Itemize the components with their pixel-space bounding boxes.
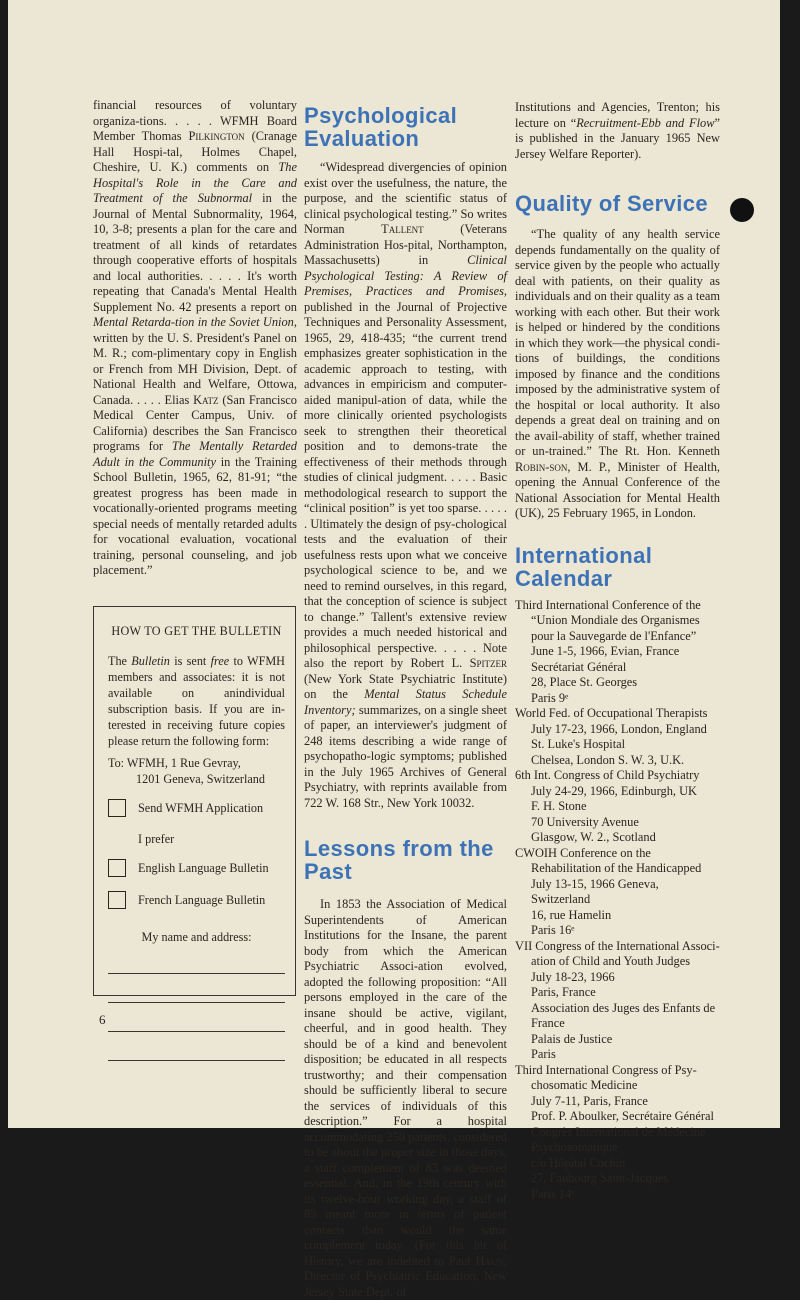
calendar-event-detail: Paris, France [531, 985, 596, 999]
option-label: French Language Bulletin [138, 893, 266, 907]
quality-text: “The quality of any health service depends fundamentally on the quality of service given by the people who actually deal with patients, on their quality as individuals and on their quality as a team working with each other. But their work is helped or hindered by the conditions in which they work—the physical condi-tions of buildings, the conditions imposed by finance and the conditions imposed by the administrative system of the hospital or local authority. It also depends a great deal on training and on the avail-ability of staff, whether trained or un-trained.” The Rt. Hon. Kenneth Robin-son, M. P., Minister of Health, opening the Annual Conference of the National Association for Mental Health (UK), 25 February 1965, in London. [515, 227, 720, 520]
calendar-event-detail: 28, Place St. Georges [531, 675, 638, 689]
calendar-event-detail: Glasgow, W. 2., Scotland [531, 830, 656, 844]
heading-international-calendar: International Calendar [515, 542, 653, 591]
heading-psychological-evaluation: Psychological Evaluation [304, 103, 458, 151]
form-name-prompt: My name and address: [141, 930, 252, 944]
calendar-event-detail: July 7-11, Paris, France [531, 1093, 648, 1108]
calendar-event [515, 706, 720, 768]
checkbox-french-bulletin[interactable] [108, 891, 126, 909]
calendar-list [515, 598, 720, 1203]
option-english-bulletin[interactable] [108, 857, 285, 879]
calendar-event-detail: Paris 9ᵉ [531, 690, 569, 705]
calendar-event-detail: Paris 14ᵉ [531, 1186, 575, 1201]
calendar-event-detail: c/o Hôpital Cochin [531, 1155, 626, 1170]
checkbox-english-bulletin[interactable] [108, 859, 126, 877]
calendar-event-detail: Congrès International de Médecine [531, 1124, 706, 1139]
form-intro: The Bulletin is sent free to WFMH members and associates: it is not available on anindividual subscription basis. If you are in-terested in receiving future copies please return the following form: [108, 654, 285, 748]
form-address: 1201 Geneva, Switzerland [136, 772, 265, 786]
column-middle [304, 104, 507, 1300]
address-line[interactable] [108, 1003, 285, 1032]
form-to-line: To: WFMH, 1 Rue Gevray, [108, 756, 241, 770]
calendar-event-detail: Association des Juges des Enfants de France [531, 1000, 716, 1030]
page-sheet [8, 0, 780, 1299]
page-number: 6 [99, 1012, 106, 1027]
column-left [93, 98, 297, 579]
calendar-event-detail: St. Luke's Hospital [531, 737, 626, 751]
option-label: English Language Bulletin [138, 861, 269, 875]
calendar-event-title: Third International Conference of the “Union Mondiale des Organismes pour la Sauvegarde de l'Enfance” [515, 597, 701, 643]
calendar-event-detail: Palais de Justice [531, 1031, 613, 1046]
calendar-event [515, 939, 720, 1063]
calendar-event-detail: 70 University Avenue [531, 814, 639, 829]
calendar-event-title: VII Congress of the International Associ-ation of Child and Youth Judges [515, 938, 720, 968]
checkbox-send-application[interactable] [108, 799, 126, 817]
address-line[interactable] [108, 1032, 285, 1061]
calendar-event-detail: Psychosomatique [531, 1140, 618, 1154]
bulletin-subscription-form [93, 606, 296, 996]
calendar-event-detail: Chelsea, London S. W. 3, U.K. [531, 752, 685, 767]
heading-lessons-from-the-past: Lessons from the Past [304, 836, 494, 884]
form-title: HOW TO GET THE BULLETIN [111, 624, 282, 638]
calendar-event-detail: July 18-23, 1966 [531, 969, 615, 984]
calendar-event-detail: July 17-23, 1966, London, England [531, 721, 707, 736]
heading-quality-of-service: Quality of Service [515, 191, 709, 216]
calendar-event-detail: Paris [531, 1047, 556, 1061]
calendar-event-detail: Prof. P. Aboulker, Secrétaire Général [531, 1109, 714, 1123]
option-french-bulletin[interactable] [108, 889, 285, 911]
calendar-event-detail: July 13-15, 1966 Geneva, Switzerland [531, 876, 659, 906]
form-prefer-label: I prefer [138, 832, 175, 846]
calendar-event-detail: July 24-29, 1966, Edinburgh, UK [531, 783, 698, 798]
address-line[interactable] [108, 974, 285, 1003]
calendar-event-detail: 27, Faubourg Saint-Jacques [531, 1171, 669, 1185]
calendar-event-detail: Paris 16ᵉ [531, 923, 575, 937]
calendar-event-title: World Fed. of Occupational Therapists [515, 706, 708, 720]
option-send-application[interactable] [108, 797, 285, 819]
calendar-event [515, 1063, 720, 1203]
article-continued-text: financial resources of voluntary organiza-tions. . . . . WFMH Board Member Thomas Pilkington (Cranage Hall Hospi-tal, Holmes Chapel, Cheshire, U. K.) comments on The Hospital's Role in the Care and Treatment of the Subnormal in the Journal of Mental Subnormality, 1964, 10, 3-8; presents a plan for the care and treatment of all kinds of retardates through cooperative efforts of hospitals and local authorities. . . . . It's worth repeating that Canada's Mental Health Supplement No. 42 presents a report on Mental Retarda-tion in the Soviet Union, written by the U. S. President's Panel on M. R.; com-plimentary copy in English or French from MH Division, Dept. of National Health and Welfare, Ottowa, Canada. . . . . Elias Katz (San Francisco Medical Center Campus, Univ. of California) describes the San Francisco programs for The Mentally Retarded Adult in the Community in the Training School Bulletin, 1965, 62, 81-91; “the greatest progress has been made in vocationally-oriented programs meeting special needs of mentally retarded adults for vocational evaluation, vocational training, personal counseling, and job placement.” [93, 98, 297, 577]
column-right [515, 100, 720, 1202]
binder-hole [730, 198, 754, 222]
calendar-event [515, 598, 720, 707]
calendar-event-title: 6th Int. Congress of Child Psychiatry [515, 768, 700, 782]
calendar-event-detail: Secrétariat Général [531, 659, 627, 674]
lessons-continued-text: Institutions and Agencies, Trenton; his lecture on “Recruitment-Ebb and Flow” is published in the January 1965 New Jersey Welfare Reporter). [515, 100, 720, 161]
calendar-event-detail: 16, rue Hamelin [531, 907, 612, 922]
calendar-event [515, 768, 720, 846]
psych-eval-text: “Widespread divergencies of opinion exist over the usefulness, the nature, the purpose, and the scientific status of clinical psychological testing.” So writes Norman Tallent (Veterans Administration Hos-pital, Northampton, Massachusetts) in Clinical Psychological Testing: A Review of Premises, Practices and Promises, published in the Journal of Projective Techniques and Personality Assessment, 1965, 29, 418-435; “the current trend emphasizes greater sophistication in the academic approach to testing, with advances in empiricism and computer-aided manipul-ation of data, while the more clinically oriented psychologists seek to strengthen their theoretical position and to demons-trate the effectiveness of their methods through studies of clinical judgment. . . . . Basic methodological research to support the “clinical position” is yet too sparse. . . . . . Ultimately the design of psy-chological tests and the evaluation of their usefulness rests upon what we conceive psychological science to be, and we need to remind ourselves, in this regard, that the conception of science is subject to change.” Tallent's extensive review provides a much needed historical and philosophical perspective. . . . . Note also the report by Robert L. Spitzer (New York State Psychiatric Institute) on the Mental Status Schedule Inventory; summarizes, on a single sheet of paper, an interviewer's judgment of 248 items describing a wide range of psychopatho-logic symptoms; published in the July 1965 Archives of General Psychiatry, with reprints available from 722 W. 168 Str., New York 10032. [304, 160, 507, 810]
calendar-event [515, 846, 720, 939]
calendar-event-detail: June 1-5, 1966, Evian, France [531, 644, 680, 658]
calendar-event-detail: F. H. Stone [531, 799, 587, 813]
calendar-event-title: CWOIH Conference on the Rehabilitation of the Handicapped [515, 845, 702, 875]
calendar-event-title: Third International Congress of Psy-chosomatic Medicine [515, 1062, 697, 1092]
address-line[interactable] [108, 945, 285, 974]
option-label: Send WFMH Application [138, 801, 264, 815]
lessons-text: In 1853 the Association of Medical Superintendents of American Institutions for the Insane, the parent body from which the American Psychiatric Associ-ation evolved, adopted the following proposition: “All persons employed in the care of the insane should be active, vigilant, cheerful, and in good health. They should be of a kind and benevolent disposition; be educated in all respects trustworthy; and their compensation should be sufficiently liberal to secure the services of individuals of this description.” For a hospital accommodating 250 patients, considered to be about the proper size in those days, a staff complement of 83 was deemed essential. And, in the 19th century with its twelve-hour working day, a staff of 83 meant more in terms of patient contacts than would the same complement today. (For this bit of History, we are indebted to Paul Haun, Director of Psychiatric Education, New Jersey State Dept. of [304, 897, 507, 1299]
